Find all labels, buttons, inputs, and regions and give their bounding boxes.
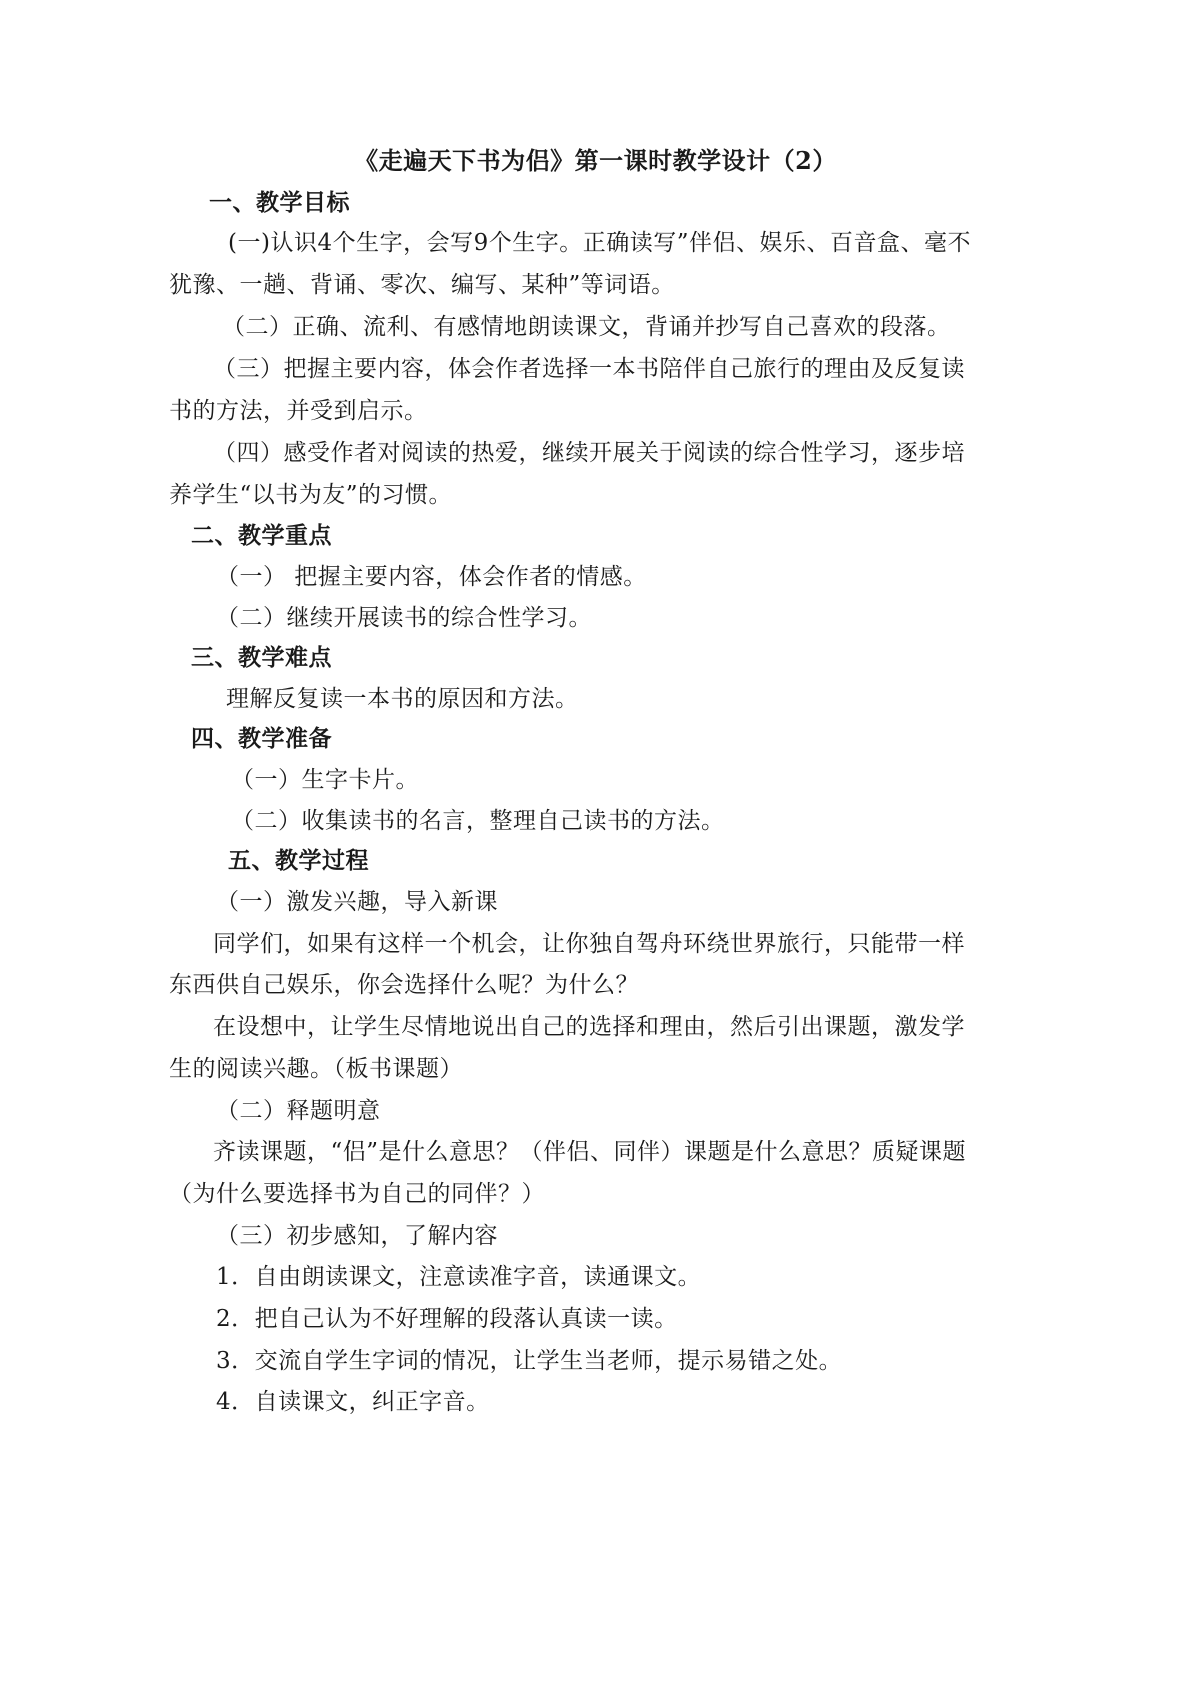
- subsection-heading: （三）初步感知，了解内容: [216, 1223, 498, 1249]
- list-item: 4．自读课文，纠正字音。: [216, 1389, 490, 1415]
- paragraph-line: 生的阅读兴趣。（板书课题）: [169, 1056, 463, 1082]
- section-heading-key-points: 二、教学重点: [191, 522, 332, 549]
- section-heading-objectives: 一、教学目标: [209, 189, 350, 216]
- paragraph-line: （一） 把握主要内容，体会作者的情感。: [216, 564, 647, 590]
- section-heading-difficulties: 三、教学难点: [191, 644, 332, 671]
- paragraph-line: （二）继续开展读书的综合性学习。: [216, 605, 592, 631]
- paragraph-line: (一)认识4个生字，会写9个生字。正确读写”伴侣、娱乐、百音盒、毫不: [228, 230, 971, 256]
- subsection-heading: （二）释题明意: [216, 1098, 381, 1124]
- section-heading-preparation: 四、教学准备: [191, 725, 332, 752]
- paragraph-line: （为什么要选择书为自己的同伴？）: [169, 1181, 545, 1207]
- paragraph-line: （三）把握主要内容，体会作者选择一本书陪伴自己旅行的理由及反复读: [213, 356, 965, 382]
- list-item: 3．交流自学生字词的情况，让学生当老师，提示易错之处。: [216, 1348, 843, 1374]
- paragraph-line: （二）收集读书的名言，整理自己读书的方法。: [231, 808, 725, 834]
- paragraph-line: 东西供自己娱乐，你会选择什么呢？为什么？: [169, 972, 639, 998]
- document-title: 《走遍天下书为侣》第一课时教学设计（2）: [354, 146, 837, 175]
- paragraph-line: （四）感受作者对阅读的热爱，继续开展关于阅读的综合性学习，逐步培: [213, 440, 965, 466]
- paragraph-line: 同学们，如果有这样一个机会，让你独自驾舟环绕世界旅行，只能带一样: [213, 931, 965, 957]
- paragraph-line: 在设想中，让学生尽情地说出自己的选择和理由，然后引出课题，激发学: [213, 1014, 965, 1040]
- paragraph-line: （二）正确、流利、有感情地朗读课文，背诵并抄写自己喜欢的段落。: [222, 314, 951, 340]
- subsection-heading: （一）激发兴趣，导入新课: [216, 889, 498, 915]
- paragraph-line: 齐读课题，“侣”是什么意思？（伴侣、同伴）课题是什么意思？质疑课题: [213, 1139, 967, 1165]
- paragraph-line: 犹豫、一趟、背诵、零次、编写、某种”等词语。: [169, 272, 675, 298]
- paragraph-line: （一）生字卡片。: [231, 767, 419, 793]
- paragraph-line: 理解反复读一本书的原因和方法。: [226, 686, 579, 712]
- paragraph-line: 养学生“以书为友”的习惯。: [169, 482, 453, 508]
- paragraph-line: 书的方法，并受到启示。: [169, 398, 428, 424]
- section-heading-process: 五、教学过程: [228, 847, 369, 874]
- list-item: 2．把自己认为不好理解的段落认真读一读。: [216, 1306, 678, 1332]
- list-item: 1．自由朗读课文，注意读准字音，读通课文。: [216, 1264, 702, 1290]
